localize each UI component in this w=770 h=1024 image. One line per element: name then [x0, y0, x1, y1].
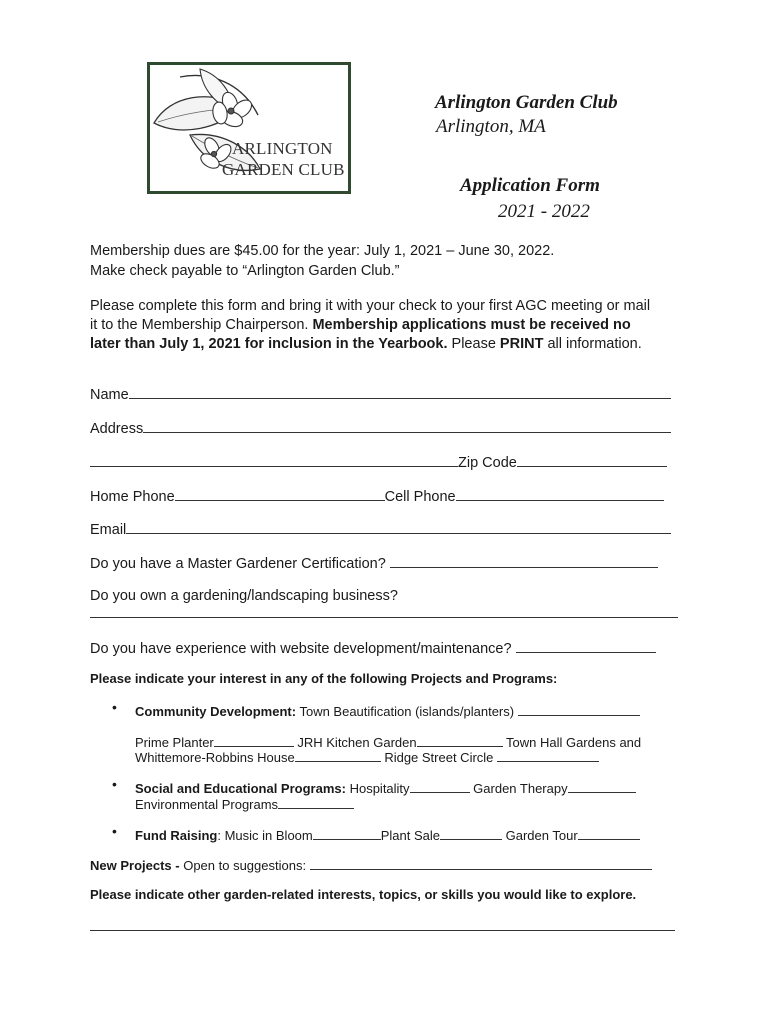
master-gardener-field[interactable]: [390, 553, 658, 568]
email-row: [90, 519, 671, 539]
fund-label: Fund Raising: [135, 828, 218, 843]
instructions-text: it to the Membership Chairperson.: [90, 317, 313, 333]
name-field[interactable]: [129, 384, 671, 399]
home-phone-label: Home Phone: [90, 489, 175, 505]
garden-tour-field[interactable]: [578, 825, 640, 840]
music-field[interactable]: [313, 825, 381, 840]
hospitality-label: Hospitality: [349, 781, 410, 796]
club-logo: [147, 62, 351, 194]
whittemore-field[interactable]: [295, 747, 381, 762]
projects-heading: Please indicate your interest in any of the following Projects and Programs:: [90, 671, 558, 686]
deadline-text: Membership applications must be received no: [312, 317, 631, 333]
address-line-2-field[interactable]: [90, 452, 458, 467]
environmental-field[interactable]: [278, 794, 354, 809]
zip-label: Zip Code: [458, 455, 517, 471]
dues-line-1: Membership dues are $45.00 for the year: July 1, 2021 – June 30, 2022.: [90, 243, 555, 259]
ridge-street-field[interactable]: [497, 747, 599, 762]
zip-field[interactable]: [517, 452, 667, 467]
address-label: Address: [90, 421, 144, 437]
deadline-text-cont: later than July 1, 2021 for inclusion in the Yearbook.: [90, 336, 448, 352]
community-text: Town Beautification (islands/planters): [299, 704, 515, 719]
social-row-2: [135, 794, 354, 814]
business-label: Do you own a gardening/landscaping business?: [90, 588, 398, 604]
plant-sale-label: Plant Sale: [380, 828, 440, 843]
cell-phone-field[interactable]: [456, 486, 664, 501]
new-projects-field[interactable]: [310, 855, 652, 870]
master-gardener-row: [90, 553, 658, 573]
print-emphasis: PRINT: [499, 336, 544, 352]
form-year: 2021 - 2022: [498, 201, 590, 222]
fund-row: [135, 825, 640, 845]
instructions-line-3: [90, 335, 642, 353]
business-field-row: [90, 603, 678, 623]
address-field[interactable]: [143, 418, 671, 433]
whittemore-label: Whittemore-Robbins House: [135, 750, 295, 765]
beautification-field[interactable]: [518, 701, 640, 716]
garden-therapy-field[interactable]: [568, 778, 636, 793]
community-label: Community Development:: [135, 704, 297, 719]
business-field[interactable]: [90, 603, 678, 618]
email-label: Email: [90, 522, 127, 538]
print-suffix: all information.: [543, 336, 642, 352]
town-hall-label: Town Hall Gardens and: [506, 735, 642, 750]
instructions-line-2: [90, 316, 631, 334]
plant-sale-field[interactable]: [440, 825, 502, 840]
bullet-community: •: [112, 699, 117, 715]
community-row: [135, 701, 640, 721]
new-projects-label: New Projects -: [90, 858, 180, 873]
other-interests-field[interactable]: [90, 916, 675, 931]
website-field[interactable]: [516, 638, 656, 653]
logo-line-2: GARDEN CLUB: [222, 160, 345, 179]
website-row: [90, 638, 656, 658]
new-projects-text: Open to suggestions:: [179, 858, 307, 873]
club-name: Arlington Garden Club: [435, 92, 618, 113]
name-row: [90, 384, 671, 404]
other-interests-heading: Please indicate other garden-related interests, topics, or skills you would like to explore.: [90, 887, 637, 902]
prime-planter-label: Prime Planter: [135, 735, 214, 750]
master-gardener-label: Do you have a Master Gardener Certification?: [90, 556, 386, 572]
website-label: Do you have experience with website development/maintenance?: [90, 641, 512, 657]
instructions-line-1: Please complete this form and bring it with your check to your first AGC meeting or mail: [90, 298, 651, 314]
club-town: Arlington, MA: [436, 116, 546, 137]
zip-row: [90, 452, 667, 472]
hospitality-field[interactable]: [410, 778, 470, 793]
email-field[interactable]: [126, 519, 671, 534]
new-projects-row: [90, 855, 652, 875]
print-prefix: Please: [447, 336, 500, 352]
jrh-kitchen-label: JRH Kitchen Garden: [297, 735, 417, 750]
ridge-street-label: Ridge Street Circle: [384, 750, 494, 765]
music-label: Music in Bloom: [224, 828, 313, 843]
home-phone-field[interactable]: [175, 486, 385, 501]
name-label: Name: [90, 387, 129, 403]
other-interests-field-row: [90, 916, 675, 936]
fund-colon: :: [217, 828, 221, 843]
cell-phone-label: Cell Phone: [384, 489, 456, 505]
jrh-kitchen-field[interactable]: [417, 732, 503, 747]
bullet-fund: •: [112, 823, 117, 839]
phone-row: [90, 486, 664, 506]
prime-planter-field[interactable]: [214, 732, 294, 747]
logo-line-1: ARLINGTON: [232, 139, 333, 158]
bullet-social: •: [112, 776, 117, 792]
garden-therapy-label: Garden Therapy: [473, 781, 568, 796]
environmental-label: Environmental Programs: [135, 797, 279, 812]
garden-tour-label: Garden Tour: [505, 828, 578, 843]
form-title: Application Form: [460, 175, 600, 196]
address-row: [90, 418, 671, 438]
dues-line-2: Make check payable to “Arlington Garden Club.”: [90, 263, 400, 279]
community-options-row-2: [135, 747, 599, 767]
social-label: Social and Educational Programs:: [135, 781, 346, 796]
